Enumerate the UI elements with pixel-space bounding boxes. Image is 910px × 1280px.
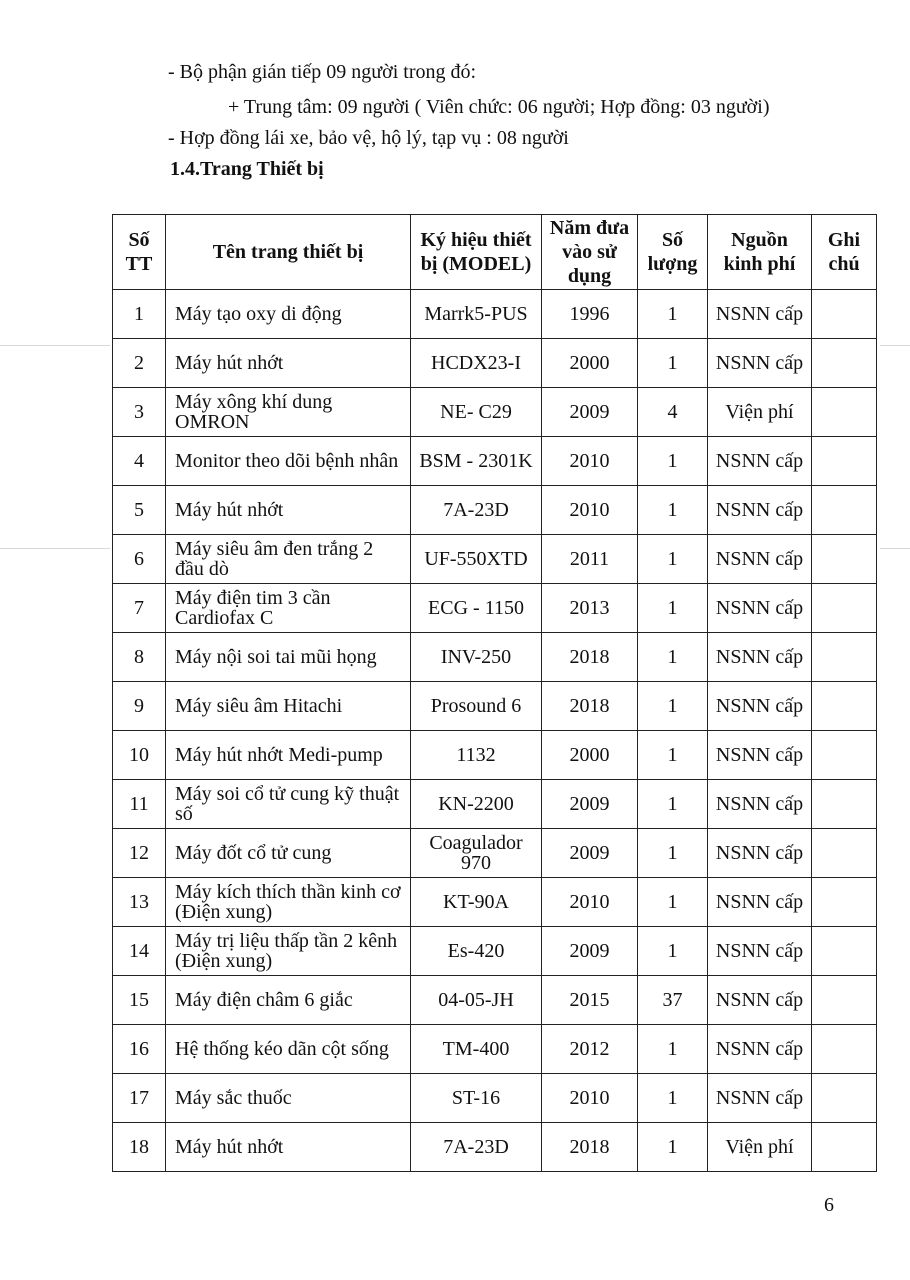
cell-stt: 13 xyxy=(113,878,166,927)
cell-note xyxy=(812,682,877,731)
cell-note xyxy=(812,1025,877,1074)
header-note: Ghi chú xyxy=(812,215,877,290)
cell-name: Máy siêu âm Hitachi xyxy=(166,682,411,731)
table-row xyxy=(113,388,877,437)
header-row xyxy=(113,215,877,290)
cell-source: NSNN cấp xyxy=(708,486,812,535)
cell-stt: 1 xyxy=(113,290,166,339)
table-row xyxy=(113,633,877,682)
header-stt: Số TT xyxy=(113,215,166,290)
cell-stt: 14 xyxy=(113,927,166,976)
cell-note xyxy=(812,339,877,388)
page-number: 6 xyxy=(824,1194,834,1216)
cell-source: Viện phí xyxy=(708,388,812,437)
cell-stt: 6 xyxy=(113,535,166,584)
cell-name: Máy hút nhớt xyxy=(166,486,411,535)
cell-name: Máy xông khí dung OMRON xyxy=(166,388,411,437)
table-row xyxy=(113,339,877,388)
cell-stt: 11 xyxy=(113,780,166,829)
equipment-table xyxy=(112,214,877,1172)
cell-name: Máy hút nhớt xyxy=(166,1123,411,1172)
cell-source: NSNN cấp xyxy=(708,584,812,633)
table-row xyxy=(113,437,877,486)
cell-qty: 1 xyxy=(638,584,708,633)
cell-note xyxy=(812,829,877,878)
table-row xyxy=(113,1074,877,1123)
cell-stt: 17 xyxy=(113,1074,166,1123)
intro-line-1: - Bộ phận gián tiếp 09 người trong đó: xyxy=(168,61,477,83)
cell-source: NSNN cấp xyxy=(708,976,812,1025)
header-name: Tên trang thiết bị xyxy=(166,215,411,290)
cell-year: 2010 xyxy=(542,486,638,535)
cell-year: 2011 xyxy=(542,535,638,584)
cell-stt: 8 xyxy=(113,633,166,682)
cell-model: ST-16 xyxy=(411,1074,542,1123)
cell-model: KN-2200 xyxy=(411,780,542,829)
cell-stt: 10 xyxy=(113,731,166,780)
cell-qty: 37 xyxy=(638,976,708,1025)
scan-mark-left-top xyxy=(0,345,110,346)
table-body xyxy=(113,290,877,1172)
table-row xyxy=(113,1025,877,1074)
cell-model: 1132 xyxy=(411,731,542,780)
cell-name: Máy siêu âm đen trắng 2 đầu dò xyxy=(166,535,411,584)
cell-name: Máy điện châm 6 giắc xyxy=(166,976,411,1025)
table-row xyxy=(113,927,877,976)
cell-year: 2010 xyxy=(542,1074,638,1123)
cell-name: Máy sắc thuốc xyxy=(166,1074,411,1123)
cell-source: NSNN cấp xyxy=(708,633,812,682)
cell-source: NSNN cấp xyxy=(708,535,812,584)
cell-model: 7A-23D xyxy=(411,486,542,535)
cell-qty: 4 xyxy=(638,388,708,437)
cell-year: 2018 xyxy=(542,633,638,682)
cell-model: Es-420 xyxy=(411,927,542,976)
cell-note xyxy=(812,1074,877,1123)
header-year: Năm đưa vào sử dụng xyxy=(542,215,638,290)
cell-qty: 1 xyxy=(638,878,708,927)
cell-note xyxy=(812,780,877,829)
scan-mark-right-top xyxy=(880,345,910,346)
cell-year: 2000 xyxy=(542,339,638,388)
cell-stt: 9 xyxy=(113,682,166,731)
cell-stt: 5 xyxy=(113,486,166,535)
cell-model: ECG - 1150 xyxy=(411,584,542,633)
cell-stt: 12 xyxy=(113,829,166,878)
table-row xyxy=(113,829,877,878)
cell-source: Viện phí xyxy=(708,1123,812,1172)
cell-qty: 1 xyxy=(638,780,708,829)
intro-line-3: - Hợp đồng lái xe, bảo vệ, hộ lý, tạp vụ : 08 người xyxy=(168,127,569,149)
table-row xyxy=(113,731,877,780)
cell-name: Monitor theo dõi bệnh nhân xyxy=(166,437,411,486)
cell-name: Máy điện tim 3 cần Cardiofax C xyxy=(166,584,411,633)
table-row xyxy=(113,486,877,535)
cell-name: Máy trị liệu thấp tần 2 kênh (Điện xung) xyxy=(166,927,411,976)
cell-source: NSNN cấp xyxy=(708,437,812,486)
cell-note xyxy=(812,927,877,976)
cell-note xyxy=(812,584,877,633)
cell-source: NSNN cấp xyxy=(708,682,812,731)
cell-source: NSNN cấp xyxy=(708,780,812,829)
table-header xyxy=(113,215,877,290)
cell-source: NSNN cấp xyxy=(708,829,812,878)
table-row xyxy=(113,682,877,731)
cell-year: 2018 xyxy=(542,682,638,731)
cell-model: HCDX23-I xyxy=(411,339,542,388)
intro-line-2: + Trung tâm: 09 người ( Viên chức: 06 người; Hợp đồng: 03 người) xyxy=(228,96,770,118)
table-row xyxy=(113,535,877,584)
cell-model: Marrk5-PUS xyxy=(411,290,542,339)
cell-name: Máy tạo oxy di động xyxy=(166,290,411,339)
cell-year: 2000 xyxy=(542,731,638,780)
cell-model: Coagulador 970 xyxy=(411,829,542,878)
cell-note xyxy=(812,290,877,339)
cell-note xyxy=(812,388,877,437)
header-model: Ký hiệu thiết bị (MODEL) xyxy=(411,215,542,290)
cell-qty: 1 xyxy=(638,437,708,486)
cell-stt: 15 xyxy=(113,976,166,1025)
scan-mark-left-middle xyxy=(0,548,110,549)
cell-qty: 1 xyxy=(638,486,708,535)
header-source: Nguồn kinh phí xyxy=(708,215,812,290)
cell-qty: 1 xyxy=(638,1123,708,1172)
cell-note xyxy=(812,976,877,1025)
cell-name: Hệ thống kéo dãn cột sống xyxy=(166,1025,411,1074)
cell-note xyxy=(812,731,877,780)
table-row xyxy=(113,976,877,1025)
table-row xyxy=(113,584,877,633)
cell-year: 2015 xyxy=(542,976,638,1025)
cell-stt: 7 xyxy=(113,584,166,633)
cell-qty: 1 xyxy=(638,633,708,682)
cell-source: NSNN cấp xyxy=(708,290,812,339)
cell-model: UF-550XTD xyxy=(411,535,542,584)
cell-model: 04-05-JH xyxy=(411,976,542,1025)
cell-qty: 1 xyxy=(638,682,708,731)
cell-name: Máy hút nhớt Medi-pump xyxy=(166,731,411,780)
cell-model: Prosound 6 xyxy=(411,682,542,731)
cell-name: Máy đốt cổ tử cung xyxy=(166,829,411,878)
cell-model: KT-90A xyxy=(411,878,542,927)
cell-name: Máy hút nhớt xyxy=(166,339,411,388)
cell-year: 1996 xyxy=(542,290,638,339)
cell-qty: 1 xyxy=(638,1074,708,1123)
cell-qty: 1 xyxy=(638,731,708,780)
cell-qty: 1 xyxy=(638,829,708,878)
cell-source: NSNN cấp xyxy=(708,878,812,927)
cell-qty: 1 xyxy=(638,927,708,976)
cell-qty: 1 xyxy=(638,1025,708,1074)
table-row xyxy=(113,780,877,829)
cell-year: 2010 xyxy=(542,437,638,486)
cell-qty: 1 xyxy=(638,290,708,339)
cell-model: 7A-23D xyxy=(411,1123,542,1172)
cell-note xyxy=(812,535,877,584)
cell-note xyxy=(812,633,877,682)
cell-stt: 2 xyxy=(113,339,166,388)
cell-model: NE- C29 xyxy=(411,388,542,437)
cell-year: 2009 xyxy=(542,388,638,437)
cell-year: 2010 xyxy=(542,878,638,927)
cell-note xyxy=(812,878,877,927)
cell-stt: 4 xyxy=(113,437,166,486)
cell-stt: 16 xyxy=(113,1025,166,1074)
cell-year: 2013 xyxy=(542,584,638,633)
cell-source: NSNN cấp xyxy=(708,927,812,976)
scan-mark-right-middle xyxy=(880,548,910,549)
table-row xyxy=(113,290,877,339)
cell-year: 2009 xyxy=(542,829,638,878)
cell-model: TM-400 xyxy=(411,1025,542,1074)
table-row xyxy=(113,878,877,927)
cell-qty: 1 xyxy=(638,535,708,584)
cell-model: INV-250 xyxy=(411,633,542,682)
cell-year: 2012 xyxy=(542,1025,638,1074)
table-row xyxy=(113,1123,877,1172)
section-title: 1.4.Trang Thiết bị xyxy=(170,158,324,180)
cell-source: NSNN cấp xyxy=(708,731,812,780)
cell-stt: 18 xyxy=(113,1123,166,1172)
cell-year: 2009 xyxy=(542,927,638,976)
cell-stt: 3 xyxy=(113,388,166,437)
header-qty: Số lượng xyxy=(638,215,708,290)
cell-model: BSM - 2301K xyxy=(411,437,542,486)
cell-note xyxy=(812,1123,877,1172)
cell-name: Máy soi cổ tử cung kỹ thuật số xyxy=(166,780,411,829)
cell-name: Máy nội soi tai mũi họng xyxy=(166,633,411,682)
cell-year: 2009 xyxy=(542,780,638,829)
cell-note xyxy=(812,486,877,535)
cell-source: NSNN cấp xyxy=(708,1025,812,1074)
cell-qty: 1 xyxy=(638,339,708,388)
cell-name: Máy kích thích thần kinh cơ (Điện xung) xyxy=(166,878,411,927)
cell-source: NSNN cấp xyxy=(708,339,812,388)
cell-note xyxy=(812,437,877,486)
equipment-table-wrapper xyxy=(112,214,876,1172)
cell-source: NSNN cấp xyxy=(708,1074,812,1123)
cell-year: 2018 xyxy=(542,1123,638,1172)
